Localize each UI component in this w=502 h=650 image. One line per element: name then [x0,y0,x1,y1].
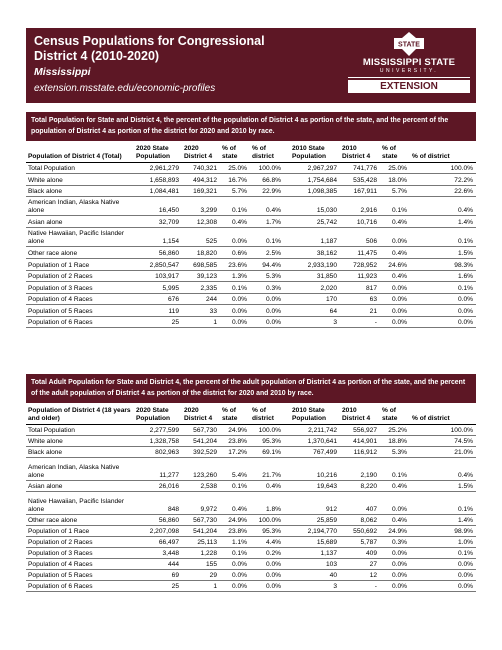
table-cell: 0.1% [220,282,250,294]
table-cell: 556,927 [340,424,380,435]
row-label: American Indian, Alaska Native alone [26,457,134,480]
table-cell: 409 [340,547,380,558]
table-cell: 550,692 [340,525,380,536]
table-cell: 94.4% [250,259,284,271]
row-label: Black alone [26,446,134,457]
table-cell: 0.1% [410,282,476,294]
table-cell: 1,328,758 [134,435,182,446]
table-cell: 1.1% [220,536,250,547]
table-cell: - [340,580,380,591]
table-cell: 414,901 [340,435,380,446]
table-cell: 18,820 [182,247,220,259]
table-cell: 912 [290,491,340,514]
table-cell: 1.4% [410,216,476,228]
row-label: Black alone [26,185,134,197]
row-label: Population of 4 Races [26,293,134,305]
column-header-pct-state-2020: % of state [220,403,250,424]
table-cell: 17.2% [220,446,250,457]
row-label: Population of 3 Races [26,282,134,294]
table-cell: 11,923 [340,270,380,282]
logo-divider [348,77,470,78]
table-cell: 244 [182,293,220,305]
seal-text: STATE [398,41,420,49]
table-cell: 100.0% [250,514,284,525]
table-cell: 5.3% [380,446,410,457]
table-cell: 3,299 [182,197,220,216]
table-cell: 0.6% [220,247,250,259]
table-row [26,247,476,259]
table-cell: 0.4% [380,216,410,228]
table-cell: 10,216 [290,457,340,480]
table-cell: 407 [340,491,380,514]
table-cell: 2,961,279 [134,162,182,174]
table-cell: 0.4% [410,457,476,480]
table-cell: 2,207,098 [134,525,182,536]
table-cell: 0.0% [410,293,476,305]
table-cell: 0.0% [410,305,476,317]
table-cell: 0.4% [250,197,284,216]
table-cell: 1,084,481 [134,185,182,197]
table-cell: 31,850 [290,270,340,282]
column-header-state-pop-2020: 2020 State Population [134,141,182,162]
table-cell: 541,204 [182,525,220,536]
table-cell: 1.4% [410,514,476,525]
table-cell: 0.3% [250,282,284,294]
table-row [26,525,476,536]
table-cell: 0.0% [380,305,410,317]
table-cell: 1,098,385 [290,185,340,197]
table-row [26,514,476,525]
row-label: Population of 2 Races [26,270,134,282]
table-cell: 116,912 [340,446,380,457]
table-cell: 0.0% [380,282,410,294]
table-cell: 29 [182,569,220,580]
table-cell: 2.5% [250,247,284,259]
table-cell: 0.0% [250,580,284,591]
table-cell: 392,529 [182,446,220,457]
column-header-state-pop-2010: 2010 State Population [290,403,340,424]
table-cell: 119 [134,305,182,317]
table-cell: 817 [340,282,380,294]
table-cell: 72.2% [410,174,476,186]
row-label: Population of 6 Races [26,580,134,591]
column-header-state-pop-2010: 2010 State Population [290,141,340,162]
table-row [26,259,476,271]
header-banner [26,28,476,103]
table-cell: 698,585 [182,259,220,271]
table-cell: 26,016 [134,480,182,491]
table-row [26,457,476,480]
table-cell: 21.0% [410,446,476,457]
table-header-row [26,141,476,162]
table-cell: 74.5% [410,435,476,446]
table-cell: 4.4% [250,536,284,547]
row-label: Total Population [26,424,134,435]
table-cell: 0.0% [220,558,250,569]
table-cell: 1.3% [220,270,250,282]
table-cell: 676 [134,293,182,305]
column-header-pct-district-2010: % of district [410,403,476,424]
table-cell: 64 [290,305,340,317]
adult-population-section [26,374,476,592]
row-label: Population of 5 Races [26,569,134,580]
table-cell: 0.2% [250,547,284,558]
table-cell: 0.0% [250,305,284,317]
logo-extension: EXTENSION [348,80,470,93]
table-cell: 506 [340,228,380,247]
table-cell: 0.1% [220,197,250,216]
table-cell: 1,228 [182,547,220,558]
table-cell: 22.6% [410,185,476,197]
table-cell: 444 [134,558,182,569]
table-cell: 0.0% [220,305,250,317]
table-cell: 0.4% [250,480,284,491]
table-row [26,282,476,294]
row-label: Asian alone [26,480,134,491]
table-cell: 1 [182,316,220,328]
table-cell: 25.0% [220,162,250,174]
table-cell: 767,499 [290,446,340,457]
table-cell: 0.4% [220,216,250,228]
table-cell: 3 [290,580,340,591]
table-cell: 25.2% [380,424,410,435]
table-cell: 155 [182,558,220,569]
table-cell: 0.4% [220,491,250,514]
row-label: Total Population [26,162,134,174]
table-cell: 39,123 [182,270,220,282]
row-label: Population of 1 Race [26,259,134,271]
table-row [26,162,476,174]
table-cell: 18.0% [380,174,410,186]
table-cell: 0.1% [220,547,250,558]
table-cell: 1,154 [134,228,182,247]
table-cell: 2,538 [182,480,220,491]
column-header-pct-state-2020: % of state [220,141,250,162]
table-row [26,435,476,446]
state-name: Mississippi [34,66,91,78]
table-cell: 11,475 [340,247,380,259]
table-cell: 25 [134,580,182,591]
table-cell: 27 [340,558,380,569]
column-header-label: Population of District 4 (Total) [26,141,134,162]
table-cell: 167,911 [340,185,380,197]
table-cell: 1.6% [410,270,476,282]
table-cell: 169,321 [182,185,220,197]
table-cell: 2,020 [290,282,340,294]
table-cell: 0.0% [410,316,476,328]
column-header-pct-district-2020: % of district [250,403,284,424]
table-cell: 63 [340,293,380,305]
table-cell: 0.0% [380,569,410,580]
table-cell: 0.1% [380,197,410,216]
seal-icon [392,32,426,56]
table-cell: 40 [290,569,340,580]
table-cell: 5.7% [380,185,410,197]
table-header-row [26,403,476,424]
table-cell: 0.3% [380,536,410,547]
table-cell: 2,850,547 [134,259,182,271]
table-cell: 741,776 [340,162,380,174]
website-link[interactable]: extension.msstate.edu/economic-profiles [34,83,216,94]
table-cell: 24.9% [380,525,410,536]
total-population-table [26,141,476,328]
table-cell: 23.8% [220,525,250,536]
table-row [26,174,476,186]
table-cell: 0.0% [250,316,284,328]
column-header-district-2020: 2020 District 4 [182,403,220,424]
table-cell: 0.0% [380,558,410,569]
row-label: White alone [26,435,134,446]
row-label: White alone [26,174,134,186]
table-cell: 25,113 [182,536,220,547]
table-cell: 0.0% [220,316,250,328]
table-cell: 1.5% [410,480,476,491]
column-header-pct-state-2010: % of state [380,403,410,424]
table-cell: 95.3% [250,435,284,446]
row-label: Population of 4 Races [26,558,134,569]
table-row [26,424,476,435]
table-cell: 0.0% [380,293,410,305]
table-cell: 21 [340,305,380,317]
table-cell: 494,312 [182,174,220,186]
table-cell: 0.4% [380,247,410,259]
row-label: Native Hawaiian, Pacific Islander alone [26,228,134,247]
row-label: Population of 1 Race [26,525,134,536]
table-cell: 0.0% [410,558,476,569]
table-cell: 69 [134,569,182,580]
table-cell: 16.7% [220,174,250,186]
table-row [26,480,476,491]
table-cell: 535,428 [340,174,380,186]
table-cell: 22.9% [250,185,284,197]
adult-population-table [26,403,476,592]
table-cell: 19,643 [290,480,340,491]
total-population-section [26,112,476,328]
table-cell: 0.0% [220,569,250,580]
table-cell: 0.0% [220,580,250,591]
table-row [26,580,476,591]
table-cell: 23.8% [220,435,250,446]
table-cell: 1.8% [250,491,284,514]
row-label: Other race alone [26,514,134,525]
row-label: Population of 3 Races [26,547,134,558]
table-cell: 24.6% [380,259,410,271]
table-cell: 56,860 [134,247,182,259]
logo-university-sub: UNIVERSITY. [379,68,439,74]
table-row [26,270,476,282]
table-cell: 1 [182,580,220,591]
table-row [26,491,476,514]
table-cell: 0.0% [410,580,476,591]
table-cell: 0.0% [380,316,410,328]
table-cell: 0.1% [250,228,284,247]
table-cell: 1,754,684 [290,174,340,186]
table-cell: 16,450 [134,197,182,216]
row-label: Other race alone [26,247,134,259]
table-cell: 103,917 [134,270,182,282]
table-row [26,536,476,547]
table-cell: 2,211,742 [290,424,340,435]
msu-extension-logo [348,32,470,98]
table-cell: 15,030 [290,197,340,216]
table-cell: 0.0% [250,569,284,580]
table-cell: 1,187 [290,228,340,247]
table-cell: 0.4% [380,270,410,282]
table-cell: 95.3% [250,525,284,536]
table-cell: 33 [182,305,220,317]
total-table-caption: Total Population for State and District 4, the percent of the population of District 4 as portion of the state, and the percent of the population of District 4 as portion of the district for 2020 and 2010 by race. [26,112,476,141]
table-cell: - [340,316,380,328]
table-cell: 740,321 [182,162,220,174]
column-header-district-2010: 2010 District 4 [340,141,380,162]
table-cell: 8,220 [340,480,380,491]
table-cell: 5,995 [134,282,182,294]
table-row [26,446,476,457]
table-cell: 0.4% [410,197,476,216]
table-cell: 23.6% [220,259,250,271]
table-cell: 525 [182,228,220,247]
adult-table-caption: Total Adult Population for State and District 4, the percent of the adult population of District 4 as portion of the state, and the percent of the adult population of District 4 as portion of the district for 2020 and 2010 by race. [26,374,476,403]
table-cell: 11,277 [134,457,182,480]
table-cell: 25.0% [380,162,410,174]
table-cell: 0.0% [380,491,410,514]
table-cell: 38,162 [290,247,340,259]
table-cell: 0.4% [380,514,410,525]
table-cell: 2,967,297 [290,162,340,174]
table-cell: 541,204 [182,435,220,446]
column-header-pct-district-2020: % of district [250,141,284,162]
table-cell: 0.0% [410,569,476,580]
table-cell: 1.0% [410,536,476,547]
table-cell: 5,787 [340,536,380,547]
table-cell: 8,062 [340,514,380,525]
table-cell: 0.0% [380,228,410,247]
table-cell: 802,963 [134,446,182,457]
table-cell: 10,716 [340,216,380,228]
table-row [26,228,476,247]
table-cell: 2,277,599 [134,424,182,435]
table-cell: 103 [290,558,340,569]
table-cell: 100.0% [250,424,284,435]
table-cell: 0.0% [220,228,250,247]
table-cell: 25 [134,316,182,328]
table-cell: 3,448 [134,547,182,558]
table-row [26,547,476,558]
table-cell: 100.0% [410,162,476,174]
table-cell: 2,916 [340,197,380,216]
row-label: American Indian, Alaska Native alone [26,197,134,216]
table-cell: 1,137 [290,547,340,558]
table-cell: 2,194,770 [290,525,340,536]
table-row [26,293,476,305]
table-cell: 0.0% [380,547,410,558]
page-title: Census Populations for Congressional District 4 (2010-2020) [34,34,265,63]
table-cell: 25,742 [290,216,340,228]
table-cell: 1,658,893 [134,174,182,186]
table-cell: 0.1% [410,228,476,247]
table-cell: 3 [290,316,340,328]
column-header-district-2020: 2020 District 4 [182,141,220,162]
table-cell: 2,933,190 [290,259,340,271]
table-cell: 0.1% [410,491,476,514]
table-cell: 0.1% [380,457,410,480]
table-cell: 567,730 [182,424,220,435]
table-row [26,185,476,197]
table-cell: 0.0% [220,293,250,305]
table-cell: 170 [290,293,340,305]
table-cell: 21.7% [250,457,284,480]
table-cell: 848 [134,491,182,514]
table-cell: 56,860 [134,514,182,525]
table-cell: 567,730 [182,514,220,525]
row-label: Population of 6 Races [26,316,134,328]
table-cell: 15,689 [290,536,340,547]
table-cell: 123,260 [182,457,220,480]
column-header-state-pop-2020: 2020 State Population [134,403,182,424]
table-cell: 100.0% [250,162,284,174]
table-cell: 12,308 [182,216,220,228]
row-label: Population of 2 Races [26,536,134,547]
row-label: Asian alone [26,216,134,228]
table-cell: 5.7% [220,185,250,197]
logo-university: MISSISSIPPI STATE [362,57,456,68]
table-cell: 1.7% [250,216,284,228]
table-cell: 5.3% [250,270,284,282]
column-header-pct-district-2010: % of district [410,141,476,162]
column-header-pct-state-2010: % of state [380,141,410,162]
column-header-label: Population of District 4 (18 years and older) [26,403,134,424]
table-cell: 0.0% [250,558,284,569]
table-cell: 12 [340,569,380,580]
table-cell: 69.1% [250,446,284,457]
table-cell: 1,370,641 [290,435,340,446]
table-cell: 1.5% [410,247,476,259]
table-cell: 0.4% [380,480,410,491]
table-cell: 100.0% [410,424,476,435]
table-cell: 98.9% [410,525,476,536]
table-cell: 66.8% [250,174,284,186]
table-cell: 32,709 [134,216,182,228]
table-cell: 2,335 [182,282,220,294]
table-cell: 98.3% [410,259,476,271]
table-cell: 9,972 [182,491,220,514]
table-cell: 0.1% [220,480,250,491]
table-cell: 0.0% [250,293,284,305]
table-cell: 0.1% [410,547,476,558]
row-label: Population of 5 Races [26,305,134,317]
table-row [26,569,476,580]
table-cell: 18.8% [380,435,410,446]
table-row [26,216,476,228]
table-cell: 728,952 [340,259,380,271]
table-cell: 0.0% [380,580,410,591]
table-row [26,305,476,317]
table-cell: 24.9% [220,424,250,435]
table-cell: 2,190 [340,457,380,480]
table-row [26,558,476,569]
row-label: Native Hawaiian, Pacific Islander alone [26,491,134,514]
table-row [26,197,476,216]
table-row [26,316,476,328]
column-header-district-2010: 2010 District 4 [340,403,380,424]
table-cell: 66,497 [134,536,182,547]
table-cell: 25,859 [290,514,340,525]
table-cell: 24.9% [220,514,250,525]
table-cell: 5.4% [220,457,250,480]
